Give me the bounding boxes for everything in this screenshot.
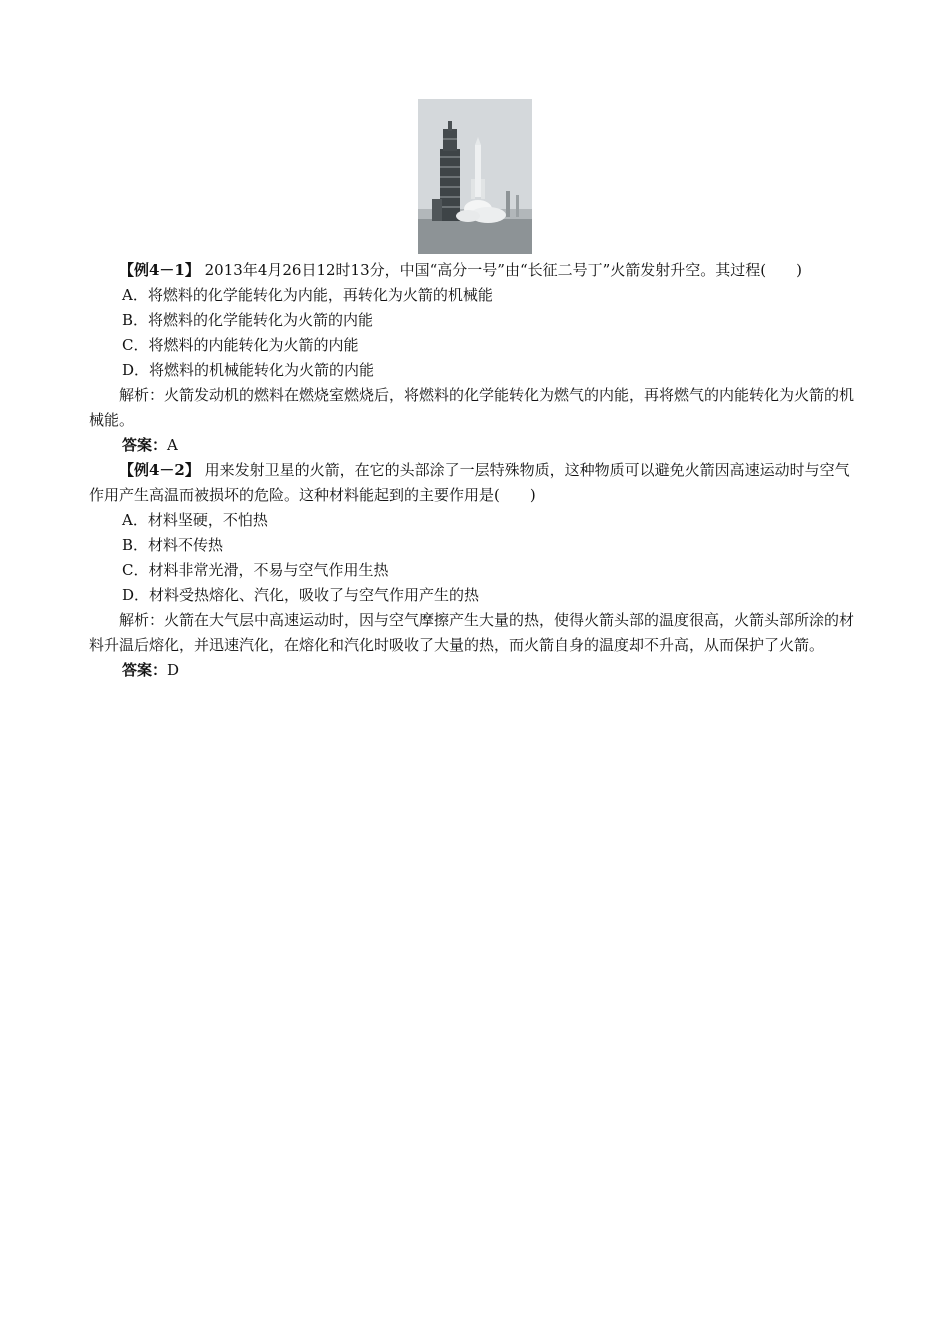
option-d: D．材料受热熔化、汽化，吸收了与空气作用产生的热: [122, 586, 480, 604]
question-paragraph: [89, 458, 861, 508]
option-d: D．将燃料的机械能转化为火箭的内能: [122, 361, 375, 379]
option-b: B．材料不传热: [122, 536, 224, 554]
example-tag: 【例4－1】: [119, 261, 200, 279]
question-text: 用来发射卫星的火箭，在它的头部涂了一层特殊物质，这种物质可以避免火箭因高速运动时与空气作用产生高温而被损坏的危险。这种材料能起到的主要作用是( ): [89, 461, 850, 504]
answer-label: 答案：: [122, 436, 168, 454]
rocket-launch-photo: [418, 99, 532, 254]
option-a: A．材料坚硬，不怕热: [122, 511, 268, 529]
answer-line: [89, 658, 861, 683]
option-c: C．将燃料的内能转化为火箭的内能: [122, 336, 359, 354]
example-2: [89, 458, 861, 683]
answer-line: [89, 433, 861, 458]
example-1: [89, 258, 861, 458]
question-paragraph: [89, 258, 861, 283]
option-a: A．将燃料的化学能转化为内能，再转化为火箭的机械能: [122, 286, 493, 304]
analysis-text: 解析：火箭发动机的燃料在燃烧室燃烧后，将燃料的化学能转化为燃气的内能，再将燃气的内能转化为火箭的机械能。: [89, 386, 855, 429]
answer-label: 答案：: [122, 661, 168, 679]
answer-value: A: [167, 436, 178, 454]
option-b: B．将燃料的化学能转化为火箭的内能: [122, 311, 374, 329]
option-c: C．材料非常光滑，不易与空气作用生热: [122, 561, 389, 579]
question-text: 2013年4月26日12时13分，中国“高分一号”由“长征二号丁”火箭发射升空。其过程( ): [199, 261, 803, 279]
example-tag: 【例4－2】: [119, 461, 200, 479]
analysis-text: 解析：火箭在大气层中高速运动时，因与空气摩擦产生大量的热，使得火箭头部的温度很高，火箭头部所涂的材料升温后熔化，并迅速汽化，在熔化和汽化时吸收了大量的热，而火箭自身的温度却不升高，从而保护了火箭。: [89, 611, 855, 654]
document-body: [89, 258, 861, 683]
answer-value: D: [167, 661, 180, 679]
